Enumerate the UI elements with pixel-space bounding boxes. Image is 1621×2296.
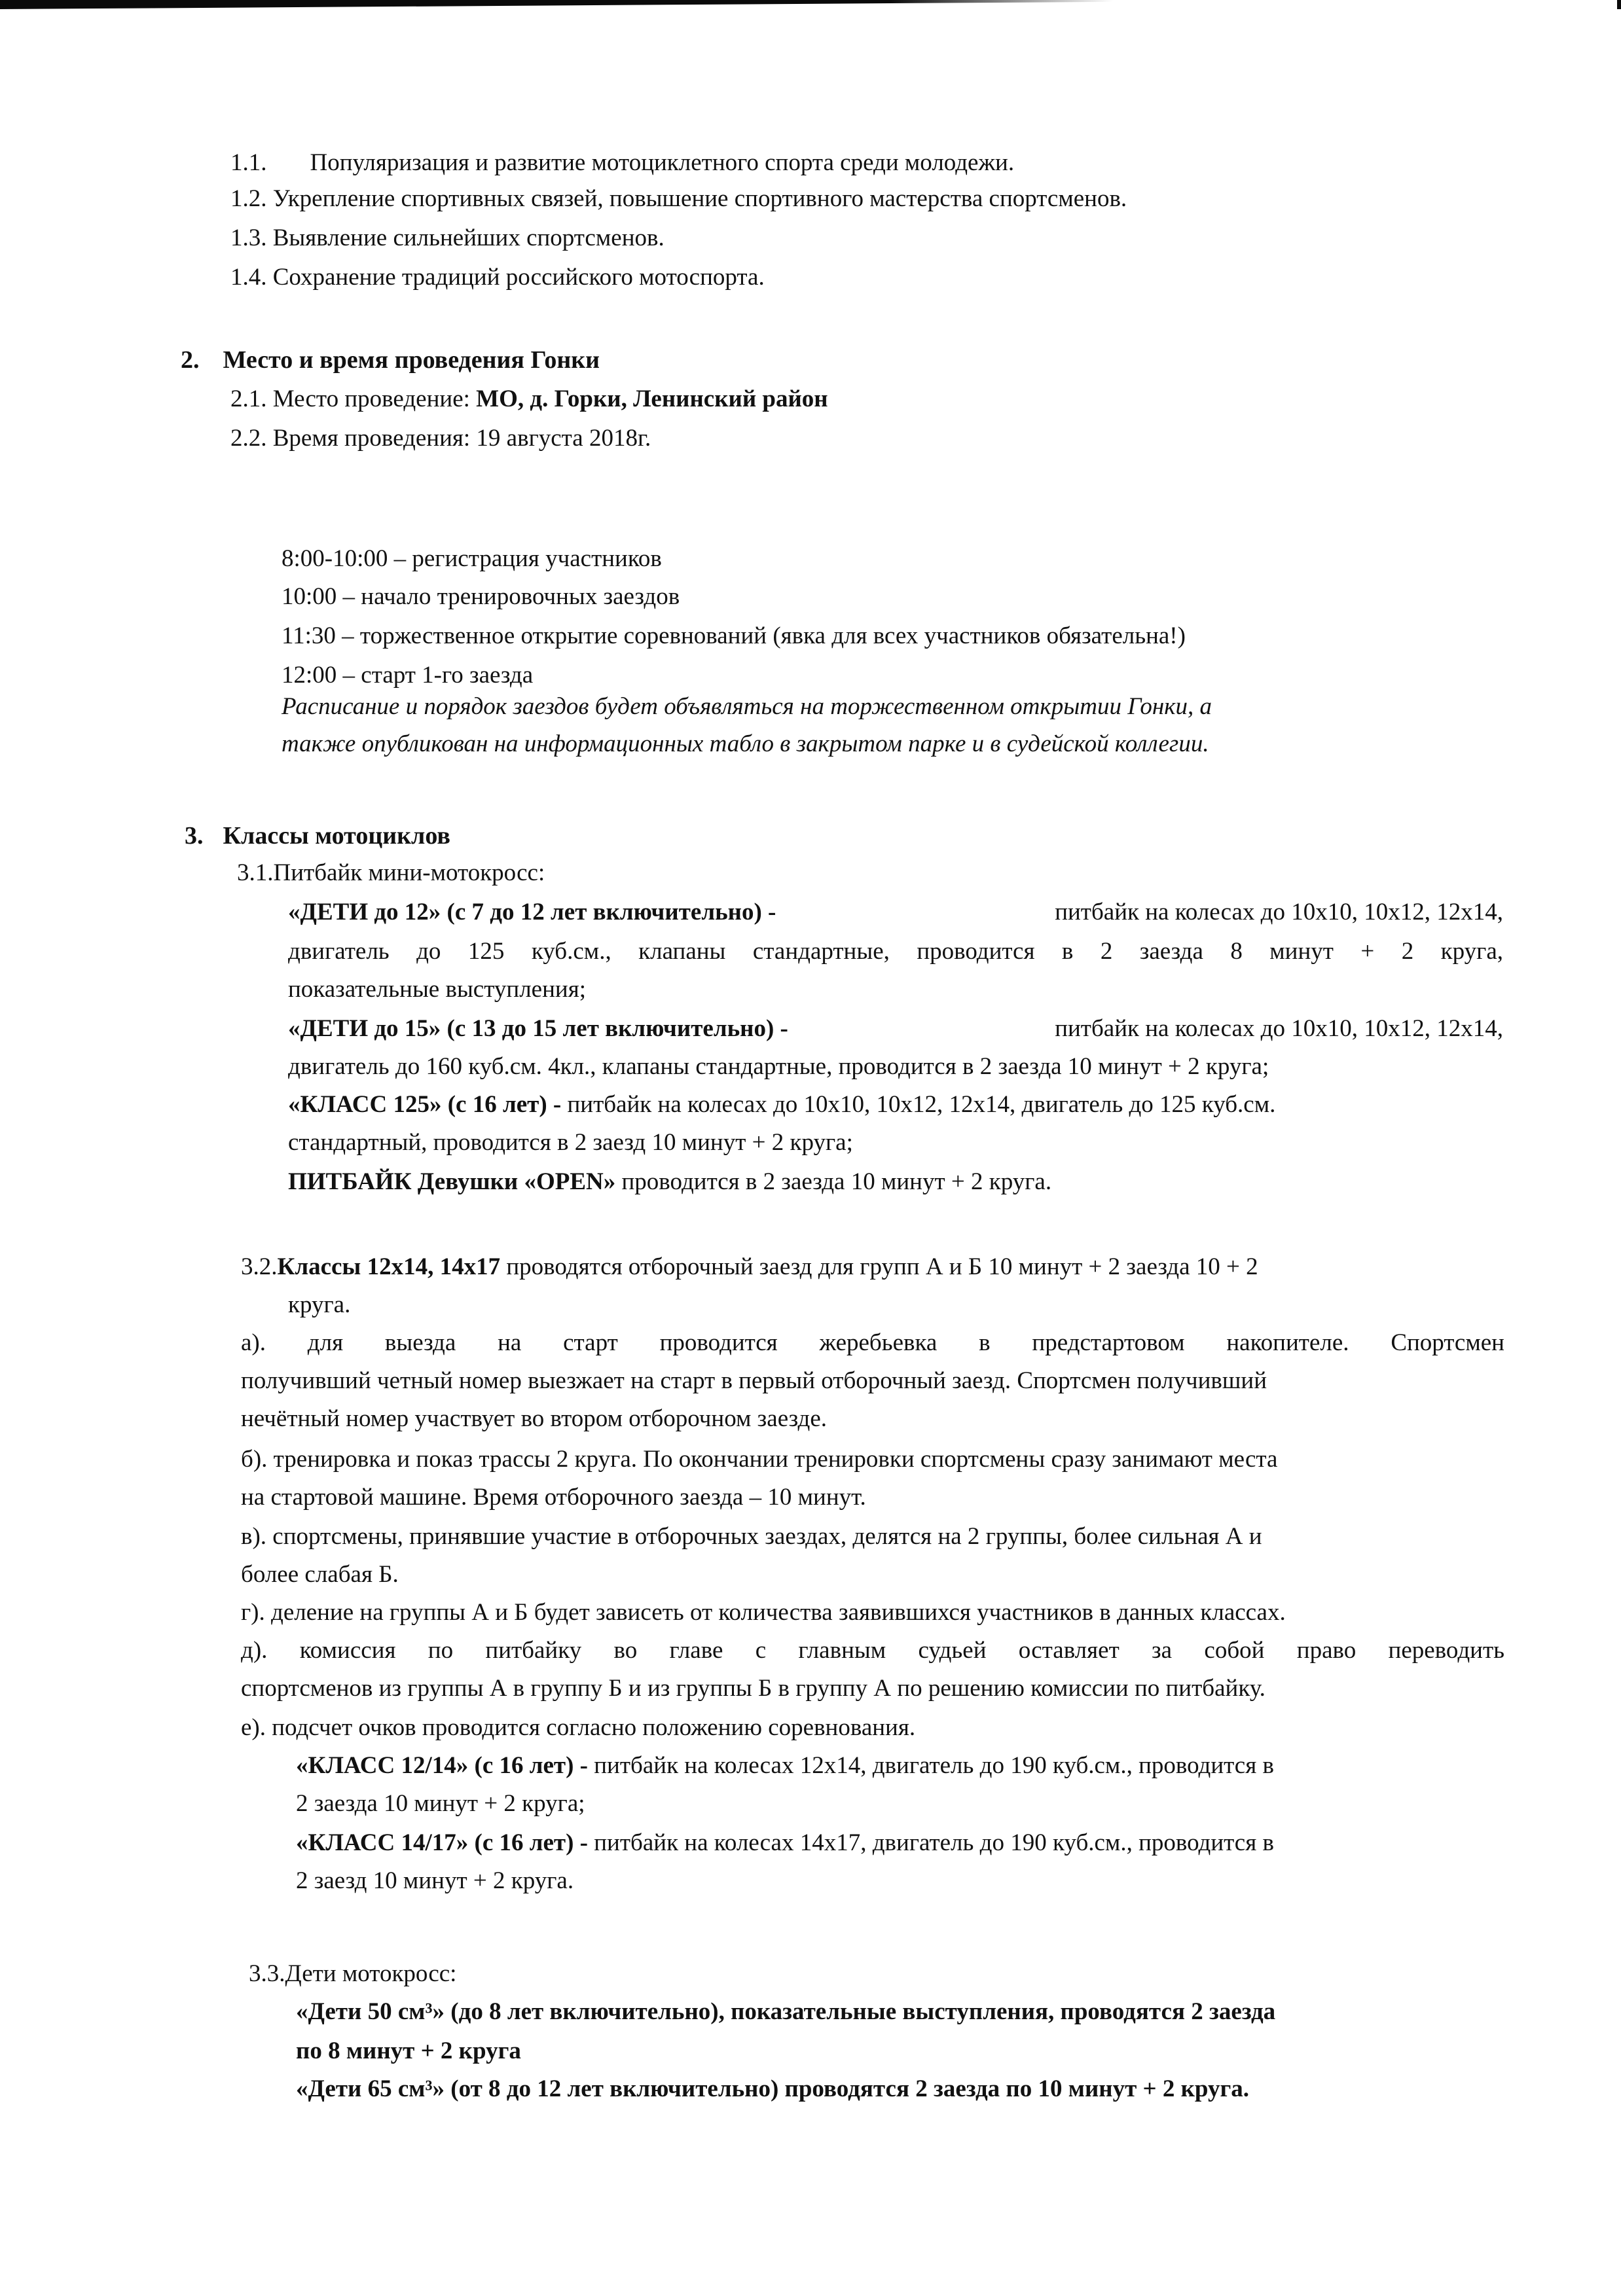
subsection-3-2-heading-cont: круга.: [288, 1291, 351, 1318]
rule-d-line-2: спортсменов из группы А в группу Б и из группы Б в группу А по решению комиссии по питбайку.: [241, 1675, 1266, 1702]
class-kids-65-line-1: «Дети 65 см³» (от 8 до 12 лет включительно) проводятся 2 заезда по 10 минут + 2 круга.: [296, 2075, 1250, 2102]
class-14-17-line-2: 2 заезд 10 минут + 2 круга.: [296, 1867, 574, 1894]
class-125-line-2: стандартный, проводится в 2 заезд 10 минут + 2 круга;: [288, 1129, 853, 1156]
schedule-item-1: 8:00-10:00 – регистрация участников: [282, 545, 662, 572]
section-3-heading: 3. Классы мотоциклов: [185, 822, 450, 850]
schedule-note-line-2: также опубликован на информационных табло в закрытом парке и в судейской коллегии.: [282, 730, 1209, 757]
rule-v-line-1: в). спортсмены, принявшие участие в отборочных заездах, делятся на 2 группы, более сильная А и: [241, 1523, 1262, 1550]
class-kids-50-line-1: «Дети 50 см³» (до 8 лет включительно), показательные выступления, проводятся 2 заезда: [296, 1998, 1276, 2025]
subsection-3-3-heading: 3.3.Дети мотокросс:: [249, 1960, 457, 1987]
rule-a-line-1: а). для выезда на старт проводится жеребьевка в предстартовом накопителе. Спортсмен: [241, 1329, 1504, 1356]
class-kids-12-line-3: показательные выступления;: [288, 976, 587, 1003]
schedule-item-2: 10:00 – начало тренировочных заездов: [282, 583, 680, 610]
schedule-item-3: 11:30 – торжественное открытие соревнований (явка для всех участников обязательна!): [282, 622, 1186, 649]
class-125-line-1: «КЛАСС 125» (с 16 лет) - питбайк на колесах до 10х10, 10х12, 12х14, двигатель до 125 куб.см.: [288, 1091, 1276, 1118]
class-kids-12-line-1: «ДЕТИ до 12» (с 7 до 12 лет включительно) - питбайк на колесах до 10х10, 10х12, 12х14,: [288, 899, 1503, 925]
place-value: МО, д. Горки, Ленинский район: [476, 386, 828, 412]
rule-g-line-1: г). деление на группы А и Б будет зависеть от количества заявившихся участников в данных классах.: [241, 1599, 1286, 1626]
class-14-17-line-1: «КЛАСС 14/17» (с 16 лет) - питбайк на колесах 14х17, двигатель до 190 куб.см., проводится в: [296, 1829, 1274, 1856]
place-line: 2.1. Место проведение: МО, д. Горки, Ленинский район: [230, 386, 828, 412]
rule-b-line-1: б). тренировка и показ трассы 2 круга. По окончании тренировки спортсмены сразу занимают места: [241, 1446, 1278, 1473]
class-name: «ДЕТИ до 15» (с 13 до 15 лет включительно) -: [288, 1015, 788, 1042]
rule-a-line-2: получивший четный номер выезжает на старт в первый отборочный заезд. Спортсмен получивший: [241, 1367, 1267, 1394]
class-name: «КЛАСС 125» (с 16 лет) -: [288, 1091, 562, 1118]
rule-a-line-3: нечётный номер участвует во втором отборочном заезде.: [241, 1405, 828, 1432]
time-line: 2.2. Время проведения: 19 августа 2018г.: [230, 425, 651, 452]
class-kids-12-line-2: двигатель до 125 куб.см., клапаны стандартные, проводится в 2 заезда 8 минут + 2 круга,: [288, 938, 1503, 965]
goal-item-1: 1.1. Популяризация и развитие мотоциклетного спорта среди молодежи.: [230, 149, 1015, 176]
rule-b-line-2: на стартовой машине. Время отборочного заезда – 10 минут.: [241, 1484, 866, 1511]
class-name: «КЛАСС 14/17» (с 16 лет) -: [296, 1829, 588, 1856]
class-girls-open: ПИТБАЙК Девушки «OPEN» проводится в 2 заезда 10 минут + 2 круга.: [288, 1168, 1052, 1195]
class-name: «ДЕТИ до 12» (с 7 до 12 лет включительно) -: [288, 899, 776, 925]
class-name: «КЛАСС 12/14» (с 16 лет) -: [296, 1752, 588, 1779]
goal-item-3: 1.3. Выявление сильнейших спортсменов.: [230, 224, 665, 251]
class-kids-50-line-2: по 8 минут + 2 круга: [296, 2037, 521, 2064]
rule-d-line-1: д). комиссия по питбайку во главе с главным судьей оставляет за собой право переводить: [241, 1637, 1504, 1664]
schedule-item-4: 12:00 – старт 1-го заезда: [282, 662, 534, 689]
subsection-3-2-heading: 3.2.Классы 12х14, 14х17 проводятся отборочный заезд для групп А и Б 10 минут + 2 заезда 10 + 2: [241, 1253, 1258, 1280]
schedule-note-line-1: Расписание и порядок заездов будет объявляться на торжественном открытии Гонки, а: [282, 693, 1212, 720]
class-kids-15-line-2: двигатель до 160 куб.см. 4кл., клапаны стандартные, проводится в 2 заезда 10 минут + 2 круга;: [288, 1053, 1269, 1080]
scan-edge-artifact-right: [1617, 0, 1621, 9]
goal-item-2: 1.2. Укрепление спортивных связей, повышение спортивного мастерства спортсменов.: [230, 185, 1127, 212]
scan-edge-artifact: [0, 0, 1113, 9]
class-kids-15-line-1: «ДЕТИ до 15» (с 13 до 15 лет включительно) - питбайк на колесах до 10х10, 10х12, 12х14,: [288, 1015, 1503, 1042]
section-2-heading: 2. Место и время проведения Гонки: [181, 346, 600, 374]
goal-item-4: 1.4. Сохранение традиций российского мотоспорта.: [230, 264, 765, 291]
class-name: ПИТБАЙК Девушки «OPEN»: [288, 1168, 616, 1195]
subsection-3-1-heading: 3.1.Питбайк мини-мотокросс:: [237, 859, 545, 886]
class-12-14-line-1: «КЛАСС 12/14» (с 16 лет) - питбайк на колесах 12х14, двигатель до 190 куб.см., проводится в: [296, 1752, 1274, 1779]
class-12-14-line-2: 2 заезда 10 минут + 2 круга;: [296, 1790, 585, 1817]
rule-v-line-2: более слабая Б.: [241, 1561, 399, 1588]
event-date: 19 августа 2018г.: [476, 425, 651, 452]
rule-e-line-1: е). подсчет очков проводится согласно положению соревнования.: [241, 1714, 916, 1741]
